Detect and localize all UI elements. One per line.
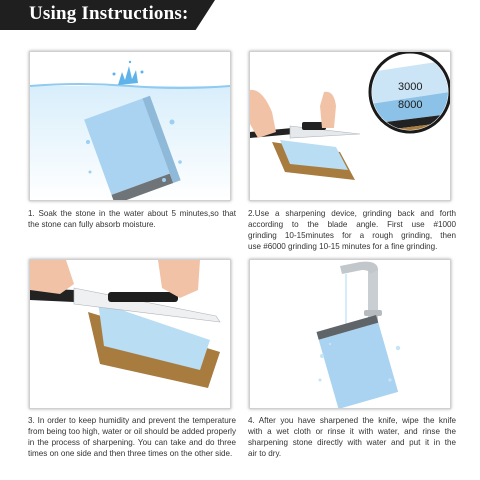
step-4-image	[249, 259, 451, 409]
soaking-stone-illustration	[30, 52, 230, 200]
caption-line: use #6000 grinding 10-15 minutes for a fine grinding.	[248, 242, 438, 251]
whetstone	[316, 315, 398, 408]
caption-line: from being too high, water or oil should be added properly	[28, 427, 236, 436]
caption-line: sharpening stone directly with water and put it in the	[248, 438, 456, 447]
step-3-caption	[28, 415, 236, 459]
caption-line: in the process of sharpening. You can take and do three	[28, 438, 236, 447]
caption-line: the stone can fully absorb moisture.	[28, 220, 156, 229]
step-1-image	[29, 51, 231, 201]
caption-line: times on one side and then three times on the other side.	[28, 449, 233, 458]
rinsing-illustration	[250, 260, 450, 408]
caption-line: 2.Use a sharpening device, grinding back and forth	[248, 209, 456, 218]
page-title: Using Instructions:	[29, 3, 189, 24]
faucet-lever	[364, 310, 382, 316]
step-2-caption	[248, 208, 456, 252]
caption-line: 1. Soak the stone in the water about 5 minutes,so that	[28, 209, 236, 218]
right-hand	[320, 92, 336, 128]
caption-line: according to the blade angle. First use #1000	[248, 220, 456, 229]
step-2-image	[249, 51, 451, 201]
step-4-caption	[248, 415, 456, 459]
grit-label-3000: 3000	[398, 81, 423, 93]
grit-label-8000: 8000	[398, 99, 423, 111]
caption-line: with a wet cloth or rinse it with water, and rinse the	[248, 427, 456, 436]
left-hand	[250, 90, 276, 138]
step-3-image	[29, 259, 231, 409]
water-splash	[113, 61, 144, 85]
sharpening-illustration	[250, 52, 450, 200]
caption-line: air to dry.	[248, 449, 282, 458]
caption-line: 4. After you have sharpened the knife, wipe the knife	[248, 416, 456, 425]
left-hand	[30, 260, 74, 294]
caption-line: 3. In order to keep humidity and prevent the temperature	[28, 416, 236, 425]
sharpening-closeup-illustration	[30, 260, 230, 408]
caption-line: grinding 10-15minutes for a rough grinding, then	[248, 231, 456, 240]
faucet-spout	[340, 262, 378, 274]
step-1-caption	[28, 208, 236, 230]
angle-guide	[108, 292, 178, 302]
